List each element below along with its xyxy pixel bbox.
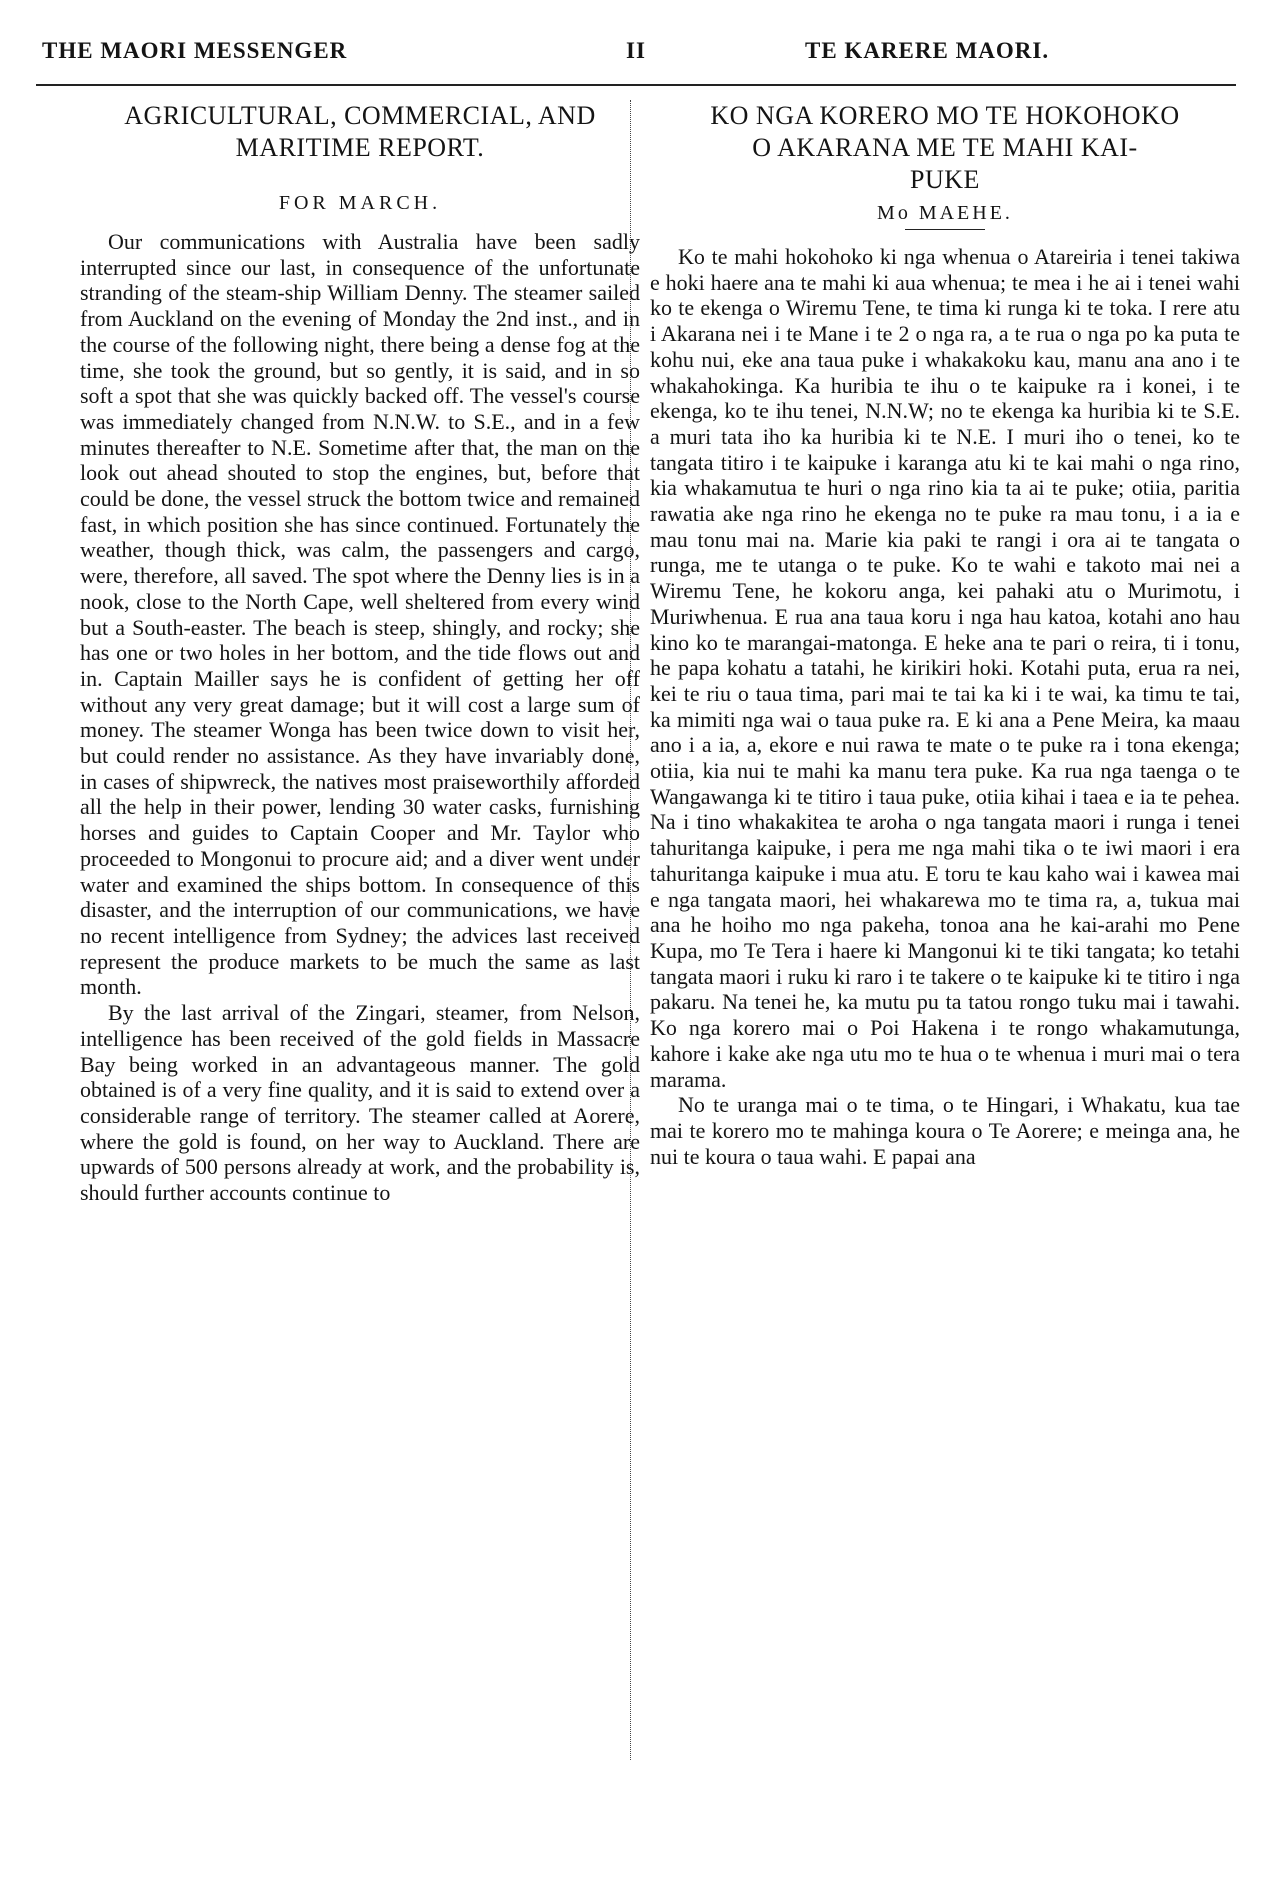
running-head xyxy=(30,38,1250,78)
english-paragraph-1: Our communications with Australia have been sadly interrupted since our last, in consequence of the unfortunate stranding of the steam-ship William Denny. The steamer sailed from Auckland on the evening of Monday the 2nd inst., and in the course of the following night, there being a dense fog at the time, she took the ground, but so gently, it is said, and in so soft a spot that she was quickly backed off. The vessel's course was immediately changed from N.N.W. to S.E., and in a few minutes thereafter to N.E. Sometime after that, the man on the look out ahead shouted to stop the engines, but, before that could be done, the vessel struck the bottom twice and remained fast, in which position she has since continued. Fortunately the weather, though thick, was calm, the passengers and cargo, were, therefore, all saved. The spot where the Denny lies is in a nook, close to the North Cape, well sheltered from every wind but a South-easter. The beach is steep, shingly, and rocky; she has one or two holes in her bottom, and the tide flows out and in. Captain Mailler says he is confident of getting her off without any very great damage; but it will cost a large sum of money. The steamer Wonga has been twice down to visit her, but could render no assistance. As they have invariably done, in cases of shipwreck, the natives most praiseworthily afforded all the help in their power, lending 30 water casks, furnishing horses and guides to Captain Cooper and Mr. Taylor who proceeded to Mongonui to procure aid; and a diver went under water and examined the ships bottom. In consequence of this disaster, and the interruption of our communications, we have no recent intelligence from Sydney; the advices last received represent the produce markets to be much the same as last month. xyxy=(80,229,640,1000)
english-article-title xyxy=(80,100,640,164)
maori-subtitle-rule xyxy=(905,229,985,230)
english-title-line-2: MARITIME REPORT. xyxy=(235,133,485,162)
maori-paragraph-1: Ko te mahi hokohoko ki nga whenua o Atareiria i tenei takiwa e hoki haere ana te mahi ki aua whenua; te mea i he ai i tenei wahi ko te ekenga o Wiremu Tene, te tima ki runga ki te toka. I rere atu i Akarana nei i te Mane i te 2 o nga ra, a te rua o nga po ka puta te kohu nui, eke ana taua puke i whakakoku kau, manu ana ano i te whakahokinga. Ka huribia te ihu o te kaipuke ra i konei, i te ekenga, ko te ihu tenei, N.N.W; no te ekenga ka huribia ki te S.E. a muri tata iho ka huribia ki te N.E. I muri iho o tenei, ko te tangata titiro i te kaipuke i karanga atu ki te kai mahi o nga rino, kia whakamutua te huri o nga rino kia ta ai te puke; otiia, paritia rawatia ake nga rino he ekenga no te puke ra mau tonu, i a ia e mau tonu mai na. Marie kia paki te rangi i ora ai te tangata o runga, me te utanga o te puke. Ko te wahi e takoto mai nei a Wiremu Tene, he kokoru anga, kei pahaki atu o Murimotu, i Muriwhenua. E rua ana taua koru i nga hau katoa, kotahi ano hau kino ko te marangai-matonga. E heke ana te pari o reira, ti i tonu, he papa kohatu a tatahi, he kirikiri hoki. Kotahi puta, erua ra nei, kei te riu o taua tima, pari mai te tai ka ki i te wai, ka timu te tai, ka mimiti nga wai o taua puke ra. E ki ana a Pene Meira, ka maau ano i a ia, a, ekore e nui rawa te mate o te puke ra i tona ekenga; otiia, kia nui te mahi ka manu tera puke. Ka rua nga taenga o te Wangawanga ki te titiro i taua puke, otiia kihai i taea e ia te pehea. Na i tino whakakitea te aroha o nga tangata maori i runga i tenei tahuritanga kaipuke, i pera me nga mahi tika o te iwi maori i era tahuritanga kaipuke i mua atu. E toru te kau kaho wai i kawea mai e nga tangata maori, hei whakarewa mo te tima ra, a, tukua mai ana he hoiho mo nga pakeha, tonoa ana he kai-arahi mo Pene Kupa, mo Te Tera i haere ki Mangonui ki te tiki tangata; ko tetahi tangata maori i ruku ki raro i te takere o te kaipuke ki te titiro i nga pakaru. Na tenei he, ka mutu pu ta tatou rongo tuku mai i tawahi. Ko nga korero mai o Poi Hakena i te rongo whakamutunga, kahore i kake ake nga utu mo te hua o te whenua i muri mai o tera marama. xyxy=(650,244,1240,1092)
maori-subtitle: Mo MAEHE. xyxy=(877,202,1013,224)
english-title-line-1: AGRICULTURAL, COMMERCIAL, AND xyxy=(124,101,596,130)
column-divider xyxy=(630,100,631,1760)
english-subtitle: FOR MARCH. xyxy=(278,192,442,214)
maori-title-line-1: KO NGA KORERO MO TE HOKOHOKO xyxy=(710,101,1180,130)
maori-article-title xyxy=(650,100,1240,196)
maori-title-line-3: PUKE xyxy=(910,165,980,194)
header-maori-title: TE KARERE MAORI. xyxy=(805,38,1050,63)
maori-paragraph-2: No te uranga mai o te tima, o te Hingari, i Whakatu, kua tae mai te korero mo te mahinga koura o Te Aorere; e meinga ana, he nui te koura o taua wahi. E papai ana xyxy=(650,1092,1240,1169)
maori-title-line-2: O AKARANA ME TE MAHI KAI- xyxy=(752,133,1138,162)
maori-column xyxy=(650,92,1240,1169)
header-english-title: THE MAORI MESSENGER xyxy=(42,38,348,63)
english-paragraph-2: By the last arrival of the Zingari, steamer, from Nelson, intelligence has been received of the gold fields in Massacre Bay being worked in an advantageous manner. The gold obtained is of a very fine quality, and it is said to extend over a considerable range of territory. The steamer called at Aorere, where the gold is found, on her way to Auckland. There are upwards of 500 persons already at work, and the probability is, should further accounts continue to xyxy=(80,1000,640,1206)
page-number: II xyxy=(626,38,646,63)
english-column xyxy=(80,92,640,1206)
header-rule xyxy=(36,84,1236,86)
